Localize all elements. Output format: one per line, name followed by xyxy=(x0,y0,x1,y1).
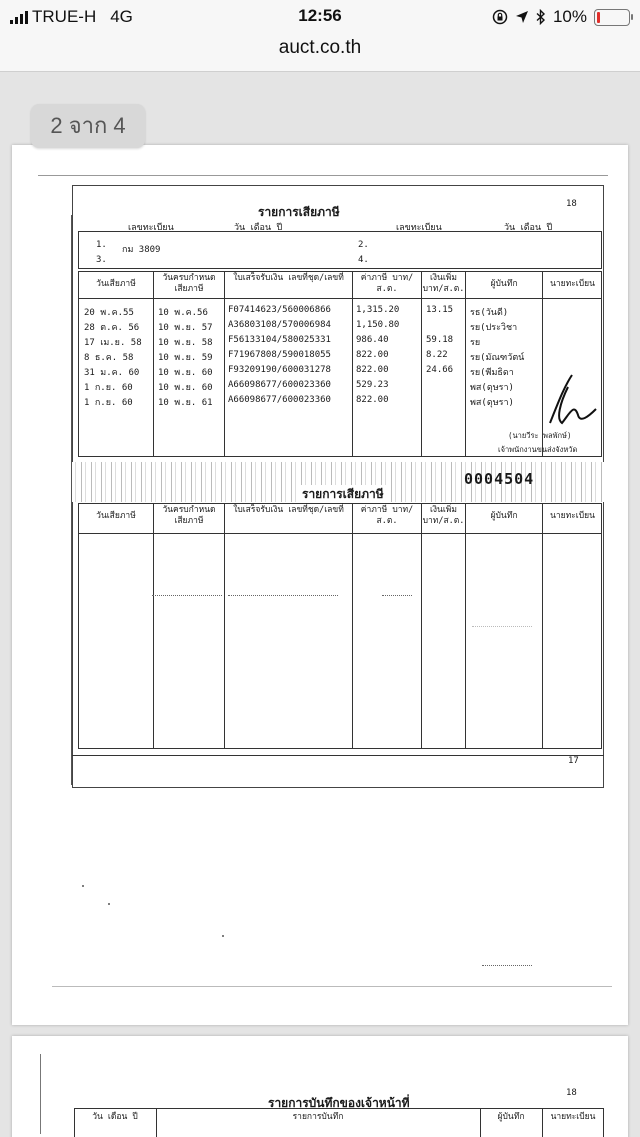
section-title-2: รายการเสียภาษี xyxy=(298,485,388,504)
faded-text xyxy=(382,595,412,596)
stamp-number: 0004504 xyxy=(464,470,535,488)
reg-row-3-num: 3. xyxy=(96,255,107,265)
cell-tax-date: 17 เม.ย. 58 xyxy=(84,338,142,348)
col-divider xyxy=(465,271,466,457)
bluetooth-icon xyxy=(536,9,546,25)
scan-speck xyxy=(82,885,84,887)
scan-speck xyxy=(222,935,224,937)
header2-registrar: นายทะเบียน xyxy=(550,511,595,521)
scan-edge-line xyxy=(52,986,612,987)
cell-recorder: พส(ดุษรา) xyxy=(470,398,514,408)
tax-table-header-divider xyxy=(78,298,602,299)
header2-receipt: ใบเสร็จรับเงิน เลขที่ชุด/เลขที่ xyxy=(233,505,344,515)
cell-tax-amount: 822.00 xyxy=(356,395,389,405)
location-arrow-icon xyxy=(515,10,529,24)
header2-surcharge: เงินเพิ่ม บาท/ส.ต. xyxy=(422,505,465,526)
reg-row-4-num: 4. xyxy=(358,255,369,265)
header-tax-date: วันเสียภาษี xyxy=(96,279,136,289)
cell-recorder: รย(พีมธิดา xyxy=(470,368,514,378)
lock-rotation-icon xyxy=(492,9,508,25)
tax-table-2-header-divider xyxy=(78,533,602,534)
col-divider xyxy=(352,271,353,457)
cell-recorder: รย(มัณฑวัตน์ xyxy=(470,353,525,363)
col-divider xyxy=(542,503,543,749)
scan-mark xyxy=(482,965,532,966)
signature-title: เจ้าพนักงานขนส่งจังหวัด xyxy=(498,445,578,454)
cell-recorder: พส(ดุษรา) xyxy=(470,383,514,393)
page-number-bottom: 17 xyxy=(568,756,579,766)
cell-tax-date: 1 ก.ย. 60 xyxy=(84,398,133,408)
cell-receipt: A66098677/600023360 xyxy=(228,395,331,405)
page-indicator: 2 จาก 4 xyxy=(31,104,145,148)
cell-recorder: รย xyxy=(470,338,481,348)
cell-tax-date: 20 พ.ค.55 xyxy=(84,308,134,318)
signature-caption: (นายวีระ พลพักษ์) xyxy=(508,431,572,440)
cell-surcharge: 59.18 xyxy=(426,335,454,345)
faded-text xyxy=(472,626,532,627)
col-divider xyxy=(352,503,353,749)
reg-row-1-value: กม 3809 xyxy=(122,245,161,255)
reg-row-2-num: 2. xyxy=(358,240,369,250)
col-divider xyxy=(153,503,154,749)
cell-due-date: 10 พ.ย. 60 xyxy=(158,368,213,378)
cell-surcharge: 13.15 xyxy=(426,305,454,315)
url-text[interactable]: auct.co.th xyxy=(278,37,362,58)
cell-receipt: A66098677/600023360 xyxy=(228,380,331,390)
cell-tax-amount: 822.00 xyxy=(356,350,389,360)
signature-image xyxy=(500,373,600,433)
battery-icon xyxy=(594,9,630,26)
page2-header-registrar: นายทะเบียน xyxy=(550,1112,596,1122)
cell-recorder: รย(ประวิชา xyxy=(470,323,518,333)
page2-number: 18 xyxy=(566,1088,577,1098)
page2-title: รายการบันทึกของเจ้าหน้าที่ xyxy=(268,1096,410,1110)
header2-due-date: วันครบกำหนด เสียภาษี xyxy=(162,505,216,526)
cell-receipt: F07414623/560006866 xyxy=(228,305,331,315)
cell-tax-date: 28 ต.ค. 56 xyxy=(84,323,140,333)
cell-receipt: F93209190/600031278 xyxy=(228,365,331,375)
page-number-top: 18 xyxy=(566,199,577,209)
header-receipt: ใบเสร็จรับเงิน เลขที่ชุด/เลขที่ xyxy=(233,273,344,283)
frame-edge xyxy=(40,1054,41,1134)
col-divider xyxy=(465,503,466,749)
network-label: 4G xyxy=(110,7,133,26)
cell-tax-amount: 986.40 xyxy=(356,335,389,345)
carrier-label: TRUE-H xyxy=(32,7,97,26)
page2-header-date: วัน เดือน ปี xyxy=(92,1112,138,1122)
cell-due-date: 10 พ.ย. 59 xyxy=(158,353,213,363)
header-due-date: วันครบกำหนด เสียภาษี xyxy=(162,273,216,294)
cell-surcharge: 8.22 xyxy=(426,350,448,360)
col-divider xyxy=(224,503,225,749)
cell-receipt: F71967808/590018055 xyxy=(228,350,331,360)
header2-tax-date: วันเสียภาษี xyxy=(96,511,136,521)
reg-label-left: เลขทะเบียน xyxy=(128,223,174,233)
col-divider xyxy=(153,271,154,457)
reg-row-1-num: 1. xyxy=(96,240,107,250)
document-page-2 xyxy=(12,1036,628,1137)
faded-text xyxy=(228,595,338,596)
status-right xyxy=(492,7,630,27)
col-divider xyxy=(224,271,225,457)
cell-tax-amount: 1,315.20 xyxy=(356,305,400,315)
cell-recorder: รธ(วันดี) xyxy=(470,308,509,318)
scan-speck xyxy=(108,903,110,905)
cell-tax-amount: 822.00 xyxy=(356,365,389,375)
header-registrar: นายทะเบียน xyxy=(550,279,595,289)
col-divider xyxy=(421,271,422,457)
cell-tax-date: 1 ก.ย. 60 xyxy=(84,383,133,393)
frame-bottom-inner xyxy=(72,755,604,756)
clock: 12:56 xyxy=(298,6,342,25)
document-page xyxy=(12,145,628,1025)
header-tax-amount: ค่าภาษี บาท/ส.ต. xyxy=(360,273,414,294)
section-title: รายการเสียภาษี xyxy=(258,205,340,219)
col-divider xyxy=(421,503,422,749)
cell-tax-amount: 529.23 xyxy=(356,380,389,390)
page2-header-entry: รายการบันทึก xyxy=(292,1112,344,1122)
cell-due-date: 10 พ.ย. 58 xyxy=(158,338,213,348)
header-recorder: ผู้บันทึก xyxy=(490,279,518,289)
battery-level-fill xyxy=(597,12,600,23)
reg-label-right: เลขทะเบียน xyxy=(396,223,442,233)
cell-surcharge: 24.66 xyxy=(426,365,454,375)
cell-due-date: 10 พ.ค.56 xyxy=(158,308,208,318)
cell-due-date: 10 พ.ย. 57 xyxy=(158,323,213,333)
date-label-left: วัน เดือน ปี xyxy=(234,223,283,233)
header2-recorder: ผู้บันทึก xyxy=(490,511,518,521)
header-surcharge: เงินเพิ่ม บาท/ส.ต. xyxy=(422,273,465,294)
address-bar[interactable] xyxy=(0,34,640,72)
header2-tax-amount: ค่าภาษี บาท/ส.ต. xyxy=(360,505,414,526)
cell-receipt: A36803108/570006984 xyxy=(228,320,331,330)
cell-due-date: 10 พ.ย. 61 xyxy=(158,398,213,408)
cell-tax-date: 31 ม.ค. 60 xyxy=(84,368,140,378)
faded-text xyxy=(152,595,222,596)
status-bar xyxy=(0,0,640,34)
scan-edge-line xyxy=(38,175,608,176)
date-label-right: วัน เดือน ปี xyxy=(504,223,553,233)
cell-tax-amount: 1,150.80 xyxy=(356,320,400,330)
cell-tax-date: 8 ธ.ค. 58 xyxy=(84,353,134,363)
page2-header-recorder: ผู้บันทึก xyxy=(497,1112,525,1122)
cell-due-date: 10 พ.ย. 60 xyxy=(158,383,213,393)
battery-percent: 10% xyxy=(552,7,587,26)
cell-receipt: F56133104/580025331 xyxy=(228,335,331,345)
